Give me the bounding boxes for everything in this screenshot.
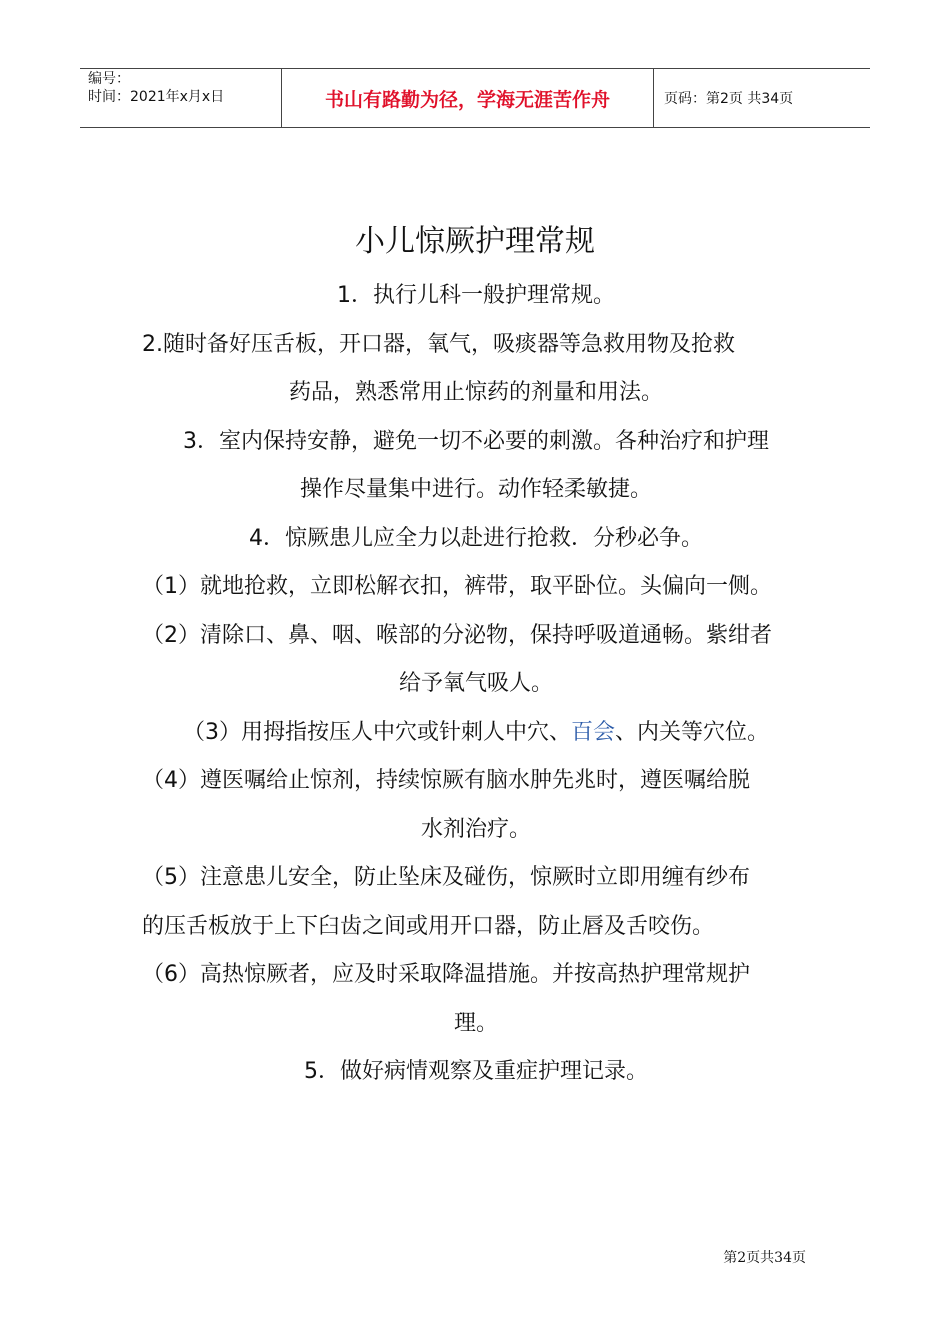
paragraph-line: 3．室内保持安静，避免一切不必要的刺激。各种治疗和护理 — [183, 428, 769, 454]
page-header — [80, 68, 870, 128]
paragraph-line: 理。 — [453, 1010, 498, 1036]
paragraph-line: 4．惊厥患儿应全力以赴进行抢救．分秒必争。 — [249, 525, 703, 551]
document-body — [142, 272, 810, 1097]
document-number-label: 编号： — [88, 71, 130, 87]
document-title: 小儿惊厥护理常规 — [355, 224, 595, 259]
paragraph-line: 1．执行儿科一般护理常规。 — [337, 283, 615, 308]
paragraph-line: 5．做好病情观察及重症护理记录。 — [304, 1059, 648, 1084]
header-motto: 书山有路勤为径，学海无涯苦作舟 — [282, 69, 654, 127]
paragraph-line: 药品，熟悉常用止惊药的剂量和用法。 — [288, 380, 663, 405]
document-time-label: 时间：2021年x月x日 — [88, 89, 225, 105]
page-footer: 第2页共34页 — [723, 1250, 806, 1266]
paragraph-line: （6）高热惊厥者，应及时采取降温措施。并按高热护理常规护 — [142, 962, 750, 987]
paragraph-line: 水剂治疗。 — [420, 816, 531, 842]
header-page-number: 页码：第2页 共34页 — [664, 91, 794, 107]
paragraph-line: 操作尽量集中进行。动作轻柔敏捷。 — [299, 477, 652, 502]
paragraph-line: 的压舌板放于上下臼齿之间或用开口器，防止唇及舌咬伤。 — [142, 913, 715, 939]
paragraph-line: （5）注意患儿安全，防止坠床及碰伤，惊厥时立即用缠有纱布 — [142, 865, 750, 890]
paragraph-line: 2.随时备好压舌板，开口器，氧气，吸痰器等急救用物及抢救 — [142, 331, 735, 357]
acupoint-link[interactable]: 百会 — [570, 719, 615, 745]
header-meta — [80, 69, 282, 127]
paragraph-line: 给予氧气吸人。 — [398, 671, 553, 696]
line-text: 、内关等穴位。 — [615, 719, 770, 745]
paragraph-line: （4）遵医嘱给止惊剂，持续惊厥有脑水肿先兆时，遵医嘱给脱 — [142, 768, 750, 793]
line-text: （3）用拇指按压人中穴或针刺人中穴、 — [182, 719, 571, 745]
paragraph-line — [142, 709, 810, 758]
paragraph-line: （2）清除口、鼻、咽、喉部的分泌物，保持呼吸道通畅。紫绀者 — [142, 622, 772, 648]
paragraph-line: （1）就地抢救，立即松解衣扣，裤带，取平卧位。头偏向一侧。 — [142, 574, 772, 599]
